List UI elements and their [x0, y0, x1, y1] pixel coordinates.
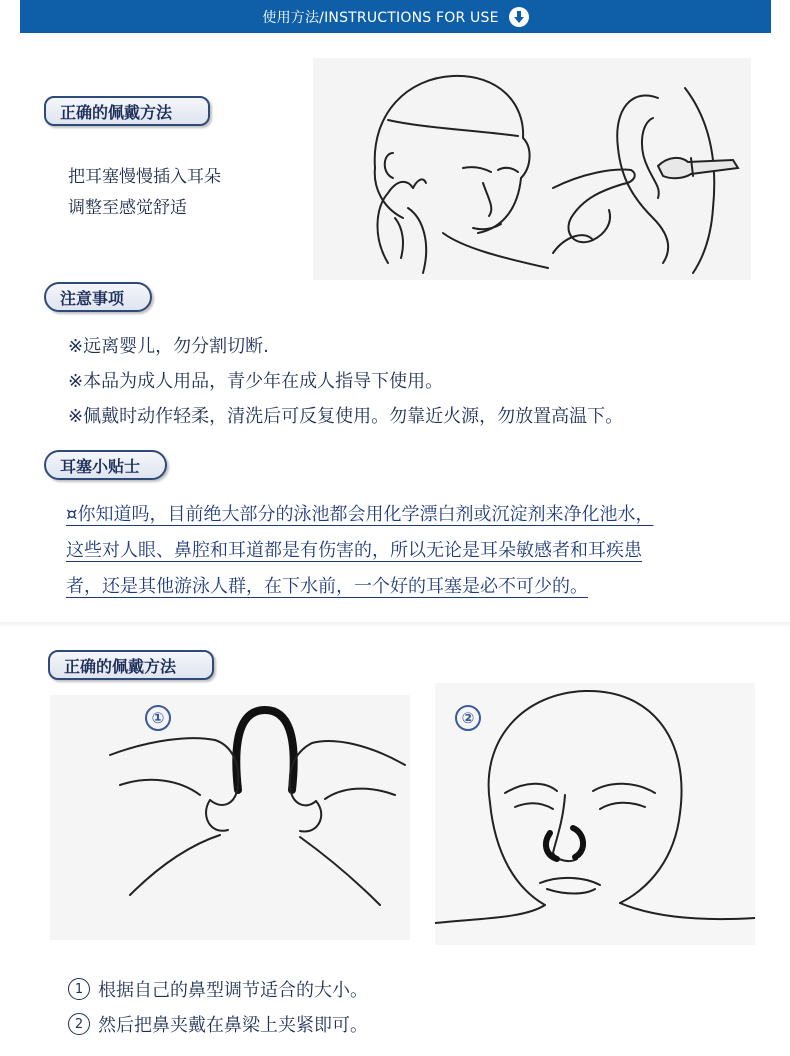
section-divider [0, 622, 790, 628]
step-2-badge: 2 [68, 1013, 90, 1035]
tip-line-3: 者，还是其他游泳人群，在下水前，一个好的耳塞是必不可少的。 [66, 576, 588, 597]
step-2-text: 然后把鼻夹戴在鼻梁上夹紧即可。 [98, 1015, 368, 1036]
step-marker-1: ① [145, 705, 171, 731]
step-marker-2: ② [455, 705, 481, 731]
noseclip-adjust-illustration [50, 695, 410, 940]
tips-title [44, 450, 167, 480]
tip-line-1: ¤你知道吗，目前绝大部分的泳池都会用化学漂白剂或沉淀剂来净化池水， [66, 504, 654, 525]
noseclip-section-title-text: 正确的佩戴方法 [64, 656, 177, 676]
noseclip-step-2 [68, 1011, 368, 1037]
instructions-header [20, 0, 771, 33]
earplug-section-title [44, 96, 210, 126]
noseclip-section-title [48, 650, 214, 680]
noseclip-wear-illustration [435, 683, 755, 945]
tip-line-2: 这些对人眼、鼻腔和耳道都是有伤害的，所以无论是耳朵敏感者和耳疾患 [66, 540, 642, 561]
step-1-badge: 1 [68, 978, 90, 1000]
caution-item-3: ※佩戴时动作轻柔，清洗后可反复使用。勿靠近火源，勿放置高温下。 [68, 406, 624, 427]
caution-item-1: ※远离婴儿，勿分割切断. [68, 336, 269, 357]
caution-item-2: ※本品为成人用品，青少年在成人指导下使用。 [68, 371, 444, 392]
arrow-down-circle-icon [509, 7, 529, 27]
step-1-text: 根据自己的鼻型调节适合的大小。 [98, 980, 368, 1001]
earplug-instruction-1: 把耳塞慢慢插入耳朵 [68, 167, 221, 187]
header-title: 使用方法/INSTRUCTIONS FOR USE [262, 9, 499, 26]
tips-title-text: 耳塞小贴士 [60, 456, 141, 476]
cautions-title [44, 282, 152, 312]
earplug-instruction-2: 调整至感觉舒适 [68, 198, 187, 218]
noseclip-step-1 [68, 976, 368, 1002]
cautions-title-text: 注意事项 [60, 288, 125, 308]
earplug-section-title-text: 正确的佩戴方法 [60, 102, 173, 122]
earplug-illustration [313, 58, 751, 280]
